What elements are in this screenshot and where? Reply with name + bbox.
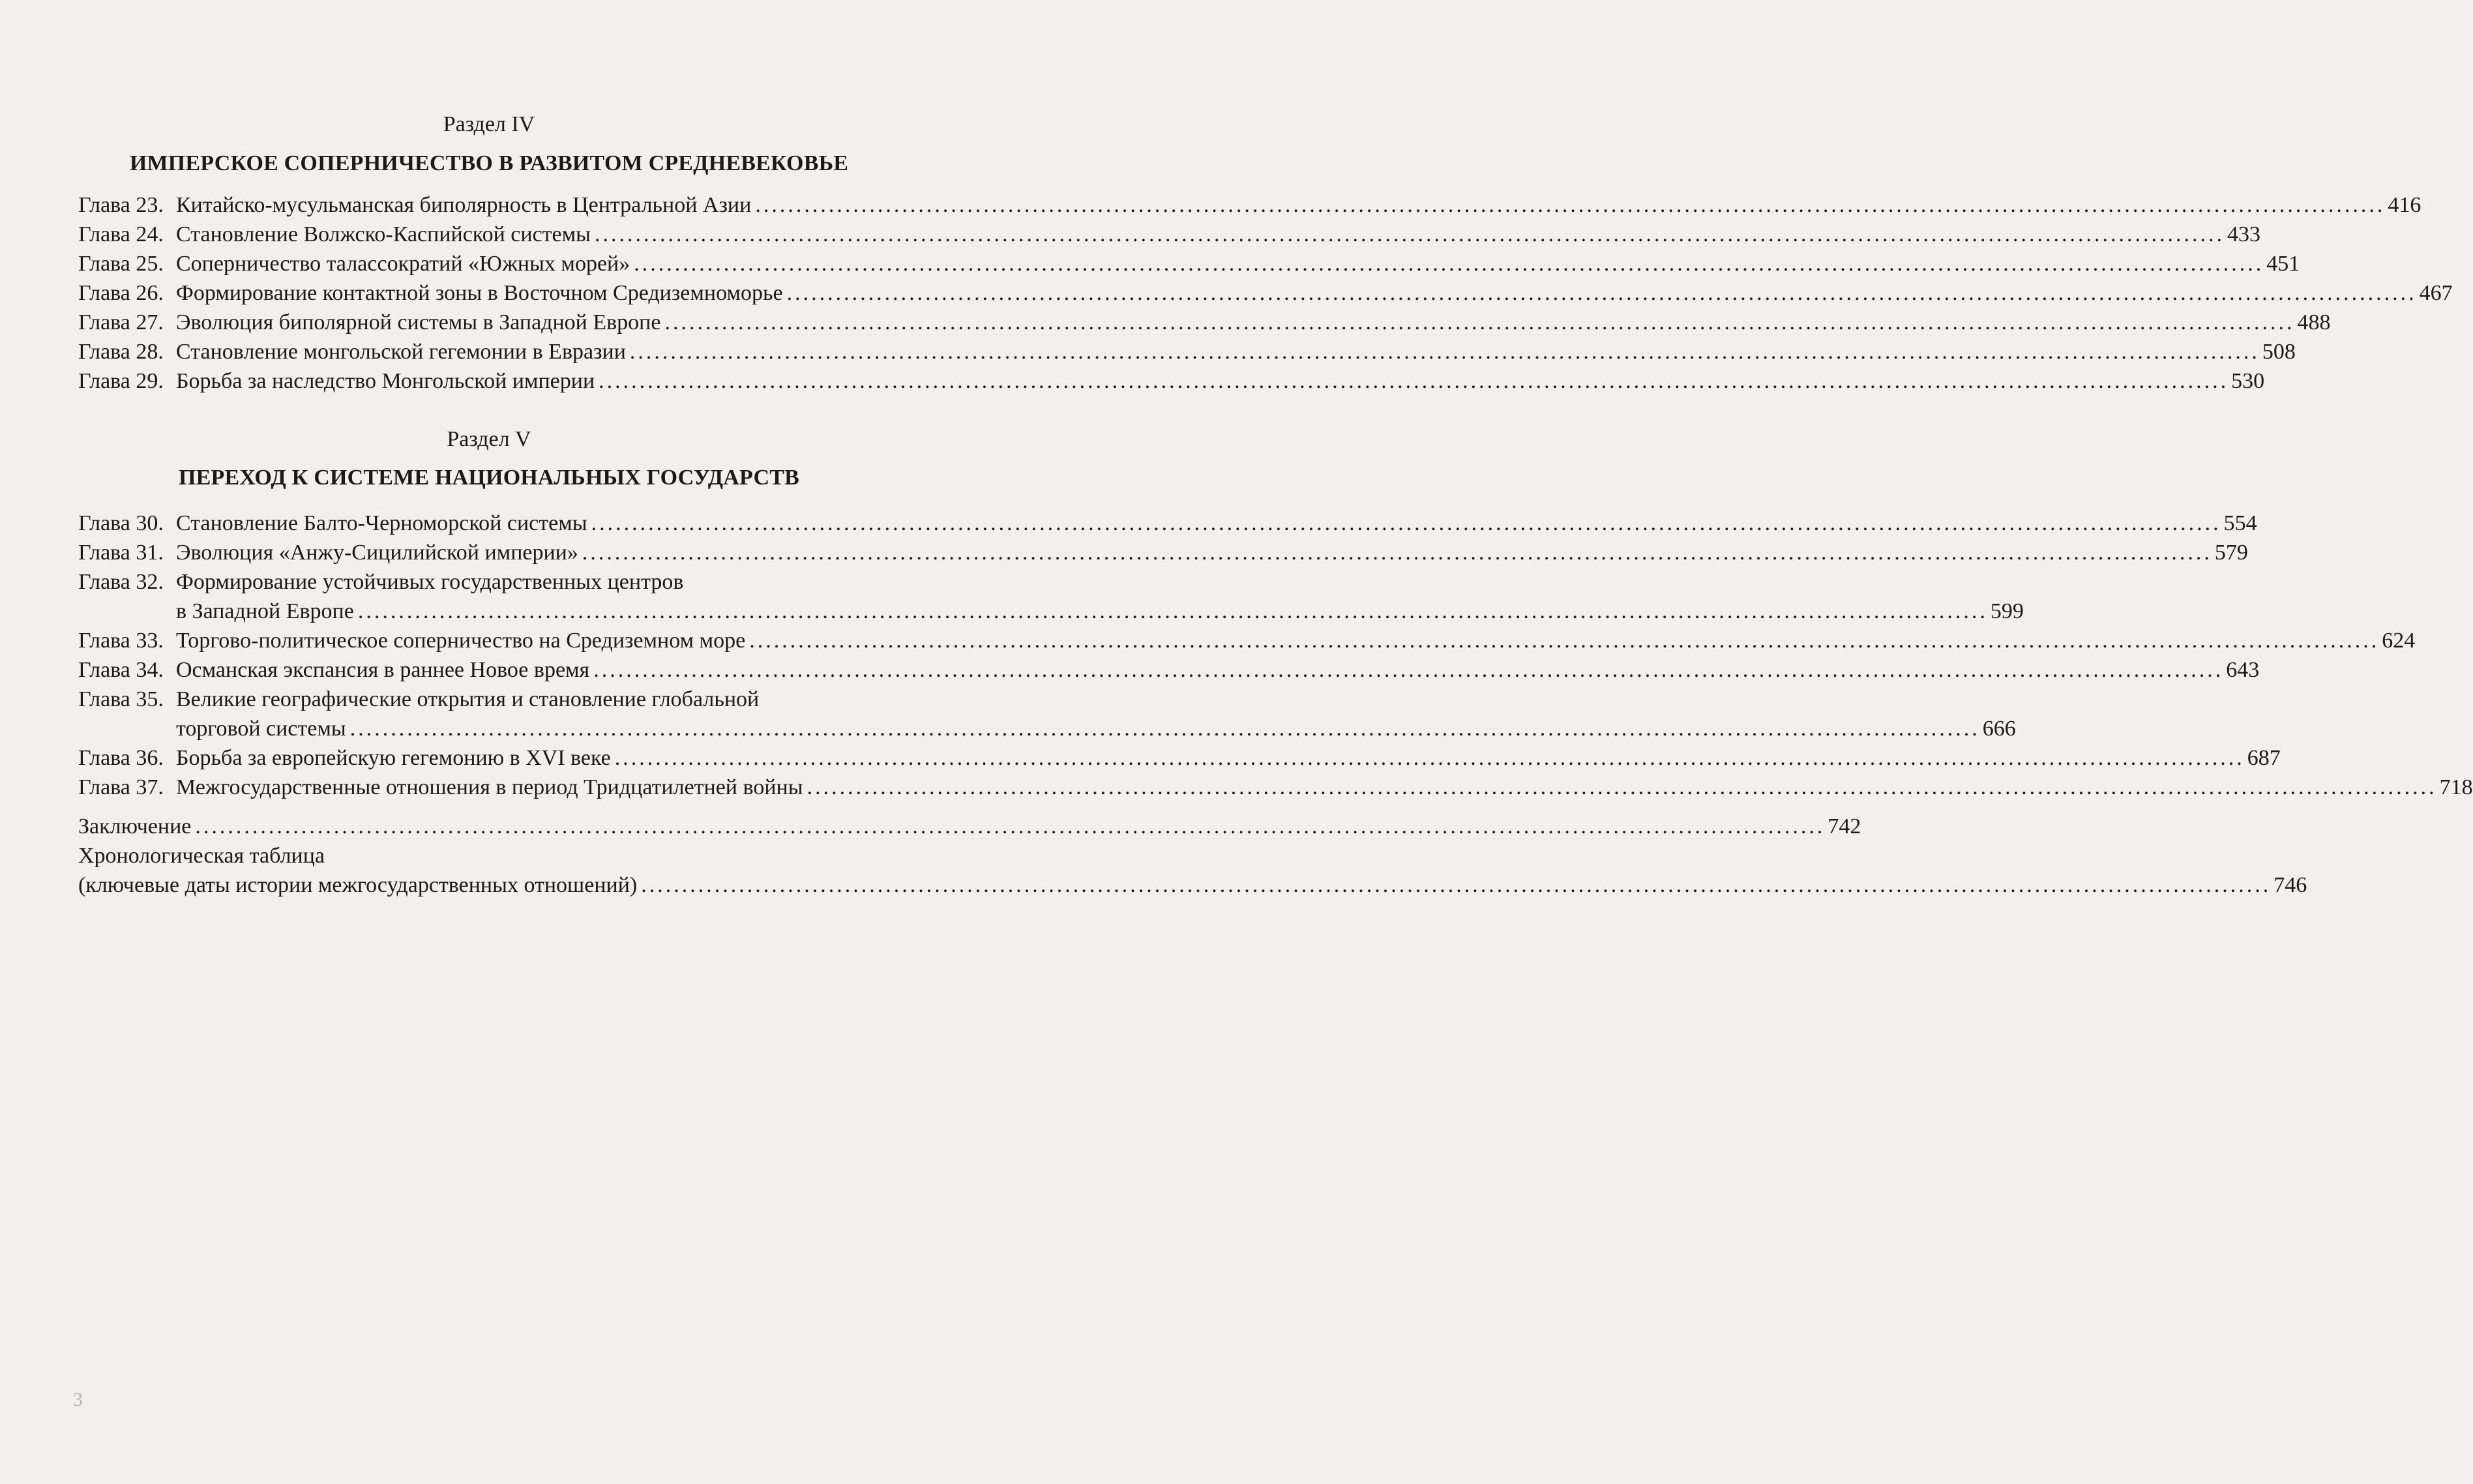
section-5-toc	[78, 509, 2473, 802]
page-number: 3	[73, 1389, 83, 1410]
chapter-title: Борьба за наследство Монгольской империи	[176, 366, 599, 396]
chapter-title: Великие географические открытия и становление глобальной	[176, 685, 763, 714]
chapter-title: Борьба за европейскую гегемонию в XVI веке	[176, 743, 615, 773]
section-5-label: Раздел V	[447, 427, 531, 451]
chapter-label: Глава 35.	[78, 687, 164, 711]
chapter-label: Глава 29.	[78, 369, 164, 393]
dot-leader: ........................................................................................................................................................................................................	[786, 281, 2417, 305]
dot-leader: ........................................................................................................................................................................................................	[664, 310, 2295, 334]
page-ref: 488	[2297, 310, 2331, 334]
dot-leader: ........................................................................................................................................................................................................	[749, 629, 2380, 653]
dot-leader: ........................................................................................................................................................................................................	[629, 340, 2260, 364]
dot-leader: ........................................................................................................................................................................................................	[591, 511, 2221, 535]
toc-entry	[78, 190, 2421, 220]
dot-leader: ........................................................................................................................................................................................................	[807, 775, 2437, 799]
chapter-title: (ключевые даты истории межгосударственных отношений)	[78, 870, 641, 900]
toc-entry	[78, 773, 2473, 802]
page-ref: 746	[2273, 873, 2307, 897]
page-ref: 687	[2247, 746, 2281, 770]
toc-entry	[78, 308, 2331, 337]
chapter-title: Соперничество талассократий «Южных морей»	[176, 249, 634, 278]
chapter-title: Торгово-политическое соперничество на Средиземном море	[176, 626, 749, 655]
chapter-title: в Западной Европе	[176, 597, 358, 626]
chapter-title: Эволюция «Анжу-Сицилийской империи»	[176, 538, 582, 567]
page-ref: 624	[2382, 629, 2416, 653]
page-ref: 579	[2214, 541, 2248, 565]
chapter-label: Глава 33.	[78, 629, 164, 653]
page-ref: 467	[2419, 281, 2453, 305]
chapter-label: Глава 36.	[78, 746, 164, 770]
toc-entry	[78, 278, 2453, 308]
dot-leader: ........................................................................................................................................................................................................	[195, 814, 1826, 838]
dot-leader: ........................................................................................................................................................................................................	[634, 252, 2264, 276]
page-ref: 530	[2231, 369, 2265, 393]
toc-entry	[78, 567, 2024, 626]
chapter-title: Становление Балто-Черноморской системы	[176, 509, 591, 538]
toc-entry	[78, 685, 2016, 743]
toc-entry	[78, 538, 2248, 567]
chapter-title: торговой системы	[176, 714, 350, 743]
chapter-title: Становление Волжско-Каспийской системы	[176, 220, 595, 249]
chapter-label: Глава 31.	[78, 541, 164, 565]
section-4-toc	[78, 190, 2453, 396]
dot-leader: ........................................................................................................................................................................................................	[357, 599, 1988, 623]
toc-entry	[78, 655, 2260, 685]
chapter-title: Османская экспансия в раннее Новое время	[176, 655, 593, 685]
chapter-title: Хронологическая таблица	[78, 841, 329, 870]
toc-entry	[78, 812, 1861, 841]
toc-entry	[78, 509, 2257, 538]
chapter-title: Эволюция биполярной системы в Западной Европе	[176, 308, 664, 337]
chapter-label: Глава 30.	[78, 511, 164, 535]
chapter-title: Формирование устойчивых государственных центров	[176, 567, 687, 597]
page-ref: 416	[2388, 193, 2421, 217]
page-ref: 451	[2266, 252, 2300, 276]
toc-entry	[78, 743, 2281, 773]
dot-leader: ........................................................................................................................................................................................................	[349, 717, 1980, 741]
dot-leader: ........................................................................................................................................................................................................	[594, 222, 2225, 246]
page-ref: 742	[1828, 814, 1861, 838]
back-matter-toc	[78, 812, 2307, 900]
page-ref: 554	[2223, 511, 2257, 535]
section-5-title: ПЕРЕХОД К СИСТЕМЕ НАЦИОНАЛЬНЫХ ГОСУДАРСТВ	[179, 466, 799, 490]
chapter-title: Китайско-мусульманская биполярность в Центральной Азии	[176, 190, 755, 220]
chapter-title: Заключение	[78, 812, 195, 841]
chapter-label: Глава 34.	[78, 658, 164, 682]
chapter-label: Глава 23.	[78, 193, 164, 217]
dot-leader: ........................................................................................................................................................................................................	[755, 193, 2386, 217]
toc-entry	[78, 366, 2265, 396]
chapter-label: Глава 25.	[78, 252, 164, 276]
chapter-label: Глава 32.	[78, 570, 164, 594]
chapter-title: Межгосударственные отношения в период Тридцатилетней войны	[176, 773, 807, 802]
section-4-title: ИМПЕРСКОЕ СОПЕРНИЧЕСТВО В РАЗВИТОМ СРЕДНЕВЕКОВЬЕ	[129, 151, 849, 175]
page-ref: 718	[2439, 775, 2473, 799]
page-ref: 508	[2262, 340, 2296, 364]
chapter-title: Становление монгольской гегемонии в Евразии	[176, 337, 630, 366]
section-4-label: Раздел IV	[443, 112, 535, 136]
toc-entry	[78, 841, 2307, 900]
toc-entry	[78, 249, 2300, 278]
toc-entry	[78, 337, 2296, 366]
dot-leader: ........................................................................................................................................................................................................	[593, 658, 2224, 682]
page-ref: 666	[1982, 717, 2016, 741]
dot-leader: ........................................................................................................................................................................................................	[582, 541, 2212, 565]
page-ref: 599	[1990, 599, 2024, 623]
chapter-title: Формирование контактной зоны в Восточном Средиземноморье	[176, 278, 787, 308]
toc-entry	[78, 626, 2416, 655]
dot-leader: ........................................................................................................................................................................................................	[641, 873, 2272, 897]
chapter-label: Глава 27.	[78, 310, 164, 334]
toc-entry	[78, 220, 2260, 249]
chapter-label: Глава 26.	[78, 281, 164, 305]
chapter-label: Глава 37.	[78, 775, 164, 799]
page-ref: 643	[2226, 658, 2260, 682]
dot-leader: ........................................................................................................................................................................................................	[599, 369, 2229, 393]
page-ref: 433	[2227, 222, 2260, 246]
chapter-label: Глава 24.	[78, 222, 164, 246]
chapter-label: Глава 28.	[78, 340, 164, 364]
dot-leader: ........................................................................................................................................................................................................	[614, 746, 2245, 770]
